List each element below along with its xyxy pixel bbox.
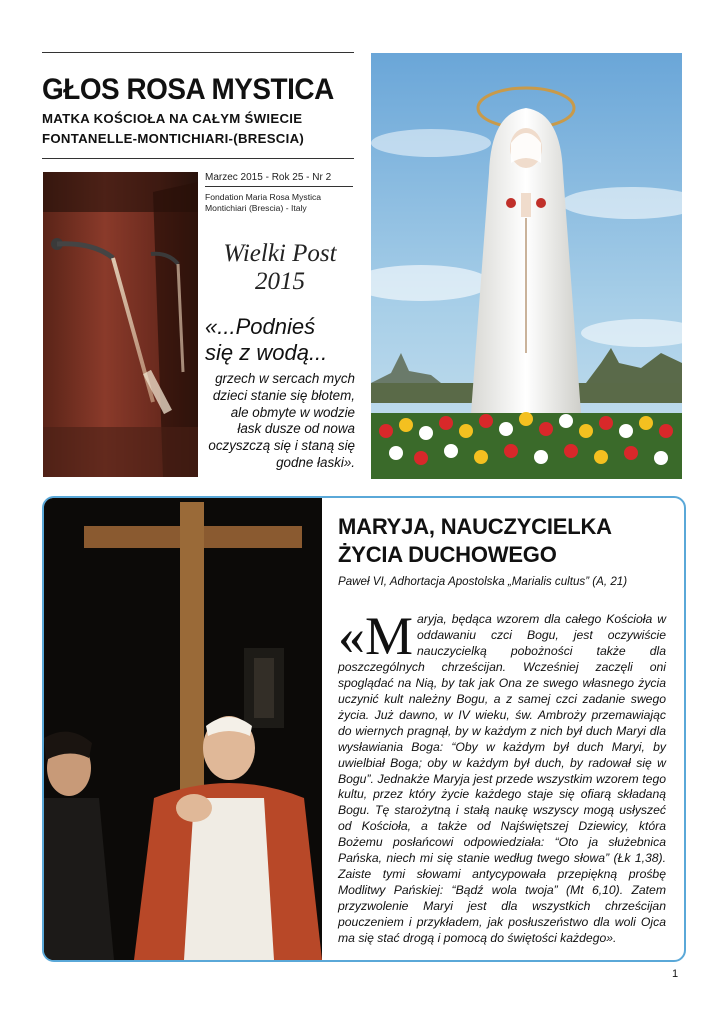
masthead-subtitle-1: MATKA KOŚCIOŁA NA CAŁYM ŚWIECIE	[42, 111, 303, 126]
masthead-subtitle-2: FONTANELLE-MONTICHIARI-(BRESCIA)	[42, 131, 305, 146]
article-title-line-2: ŻYCIA DUCHOWEGO	[338, 542, 557, 567]
foundation-info	[205, 192, 355, 214]
article-source: Paweł VI, Adhortacja Apostolska „Marialis cultus” (A, 21)	[338, 575, 628, 588]
foundation-line-2: Montichiari (Brescia) - Italy	[205, 203, 307, 213]
article-body	[338, 606, 666, 947]
masthead-title: GŁOS ROSA MYSTICA	[42, 73, 334, 106]
article-title	[338, 513, 678, 569]
lent-title-line-2: 2015	[255, 268, 305, 295]
quote-heading-line-1: «...Podnieś	[205, 314, 316, 339]
quote-body: grzech w sercach mych dzieci stanie się błotem, ale obmyte w wodzie łask dusze od nowa oczyszczą się i staną się godne łaski».	[208, 371, 355, 470]
pope-with-cross-photo	[44, 498, 322, 960]
quote-heading	[205, 314, 360, 366]
quote-heading-line-2: się z wodą...	[205, 340, 328, 365]
madonna-photo	[371, 53, 682, 479]
fountain-photo	[43, 172, 198, 477]
issue-info: Marzec 2015 - Rok 25 - Nr 2	[205, 172, 332, 183]
top-rule	[42, 52, 354, 53]
lent-title-line-1: Wielki Post	[223, 240, 337, 267]
lent-title	[205, 240, 355, 296]
page-number: 1	[672, 968, 679, 980]
article-dropcap: «M	[338, 606, 414, 666]
masthead-bottom-rule	[42, 158, 354, 159]
issue-rule	[205, 186, 353, 187]
foundation-line-1: Fondation Maria Rosa Mystica	[205, 192, 322, 202]
article-body-text: aryja, będąca wzorem dla całego Kościoła w oddawaniu czci Bogu, jest oczywiście nauczycielką pobożności także dla poszczególnych chrześcijan. Wcześniej zaczęli oni spoglądać na Nią, by tak jak Ona ze swego własnego życia uczynić kult należny Bogu, a z samej czci zadanie swego życia. Już dawno, w IV wieku, św. Ambroży przemawiając do wiernych pragnął, by w każdym z nich był duch Maryi dla wysławiania Boga: “Oby w każdym był duch Maryi, by uwielbiał Boga; oby w każdym był duch, by radował się w Bogu”. Jednakże Maryja jest przede wszystkim wzorem tego kultu, przez który życie każdego staje się ofiarą składaną Bogu. Tę starożytną i stałą naukę wszyscy mogą usłyszeć od Kościoła, a także od Najświętszej Dziewicy, która Bożemu posłańcowi odpowiedziała: “Oto ja służebnica Pańska, niech mi się stanie według twego słowa” (Łk 1,38). Zaiste tymi słowami antycypowała przepiękną prośbę Modlitwy Pańskiej: “Bądź wola twoja” (Mt 6,10). Zatem przyzwolenie Maryi jest dla wszystkich chrześcijan pouczeniem i przykładem, jak posłuszeństwo dla woli Ojca ma się stać drogą i pomocą do świętości każdego».	[338, 612, 666, 946]
article-title-line-1: MARYJA, NAUCZYCIELKA	[338, 514, 612, 539]
